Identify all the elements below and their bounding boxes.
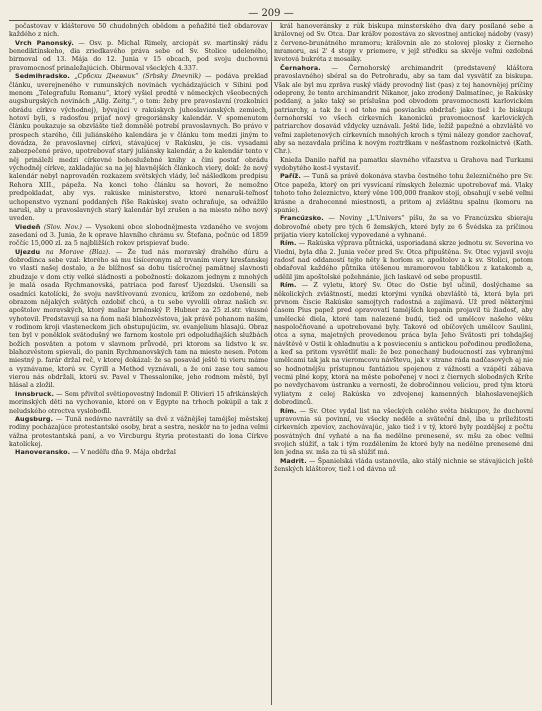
article-paragraph: Sedmihradsko. „Србски Дневник“ (Srbsky Dnevnik) — podáva preklad článku, uverejneného v rumunských novinách vychádzajúcich v Sibini pod menom „Telegrafulu Romanu“, ktorý vyšiel predtě v německých všeobecných augsburgských novinách „Allg. Zeitg.“, o tom: žeby pre pravoslavní (rozkolníci obrádu církve východnej), bývajúci v rakúskych juhoslavianských zemiech, hotoví byli, s radosťou prijať nový gregoriánsky kalendár. V spomenutom článku poukazuje sa obzvlášte tiež domnělé potrebí pravoslavnych. Bo právo v prospech starého, čili juliánského kalendára je v článku tom medzi jiným to dovádza, že pravoslavnej církvi, stávajúcej v Rakúsku, je cis. vysadami zabezpečené právo, upotrebovať starý juliánsky kalendár, a že kalendár tento v něj prináleží medzi církevné bohoslužebné knihy a čini postať obrádu východněj církve, zakladajúc sa na jej hlavnějších článkoch viery, dokl: že nový kalendár nebyl naprovaděn rozkazem světských vlády, leč nášledkom predpisu Rehora XIII., pápeža. Na konci toho článku sa hovori, že nemožno predpokladat, aby vys. rakúske ministerstvo, ktoré nenaruši-teľnosť uchopenstvo vyznaní poddaných říše Rakúskej svato ochraňuje, sa odvážilo naruši, aby u pravoslavných starý kalendár byl zrušen a na miesto něho nový uveden. (9, 72, 269, 223)
article-heading: Rím. (279, 281, 297, 290)
page-number: — 209 — (248, 8, 294, 19)
article-heading: Vrch Panonský. (15, 38, 74, 47)
article-text: Sem přivítol světiopovestný Indomil P. Olivieri 15 afrikánských morinských děti na vychovanie, ktoré on v Egypte na trhoch pokúpil a tak z neludského otroctva vysloboďil. (9, 389, 269, 415)
article-paragraph: Rím. — Rakúska výprava půtnická, usporiadaná skrze jednotu sv. Severina vo Viedni, byla dňa 2. Junia večer pred Sv. Otca připuštěna. Sv. Otec vyjavil svoju radosť nad oddaností tejto něty k horlom sv. apoštolov a k sv. Stolici, potom obdařoval každého půtnika útěšenou mramorovou tabličkou z katakomb a, udělil jim apoštolské požehnánie, jich laskavě od sebe propustil. (273, 239, 533, 281)
article-text: Španielská vláda ustanovila, ako stálý nichnie se stávajúcich ještě ženských kláštorov, tiež i od dávna už (273, 456, 533, 474)
article-text: Tunä nedávno navrátily sa dvě z vážnějšej tamějšej městskej rodiny pocházajúce protestantské osoby, brat a sestra, neskôr na to jedna velmi vážna protestantská paní, a vo Vircburgu štyria protestanti do lona Církve katolíckej. (9, 414, 269, 448)
article-paragraph: Augsburg. — Tunä nedávno navrátily sa dvě z vážnějšej tamějšej městskej rodiny pocházajúce protestantské osoby, brat a sestra, neskôr na to jedna velmi vážna protestantská paní, a vo Vircburgu štyria protestanti do lona Církve katolíckej. (9, 414, 269, 448)
article-paragraph (274, 22, 533, 64)
article-paragraph (9, 22, 268, 39)
article-heading: Innsbruck. (15, 389, 55, 398)
article-text: Že tud nás moravský drahého dúru a dobrodinca sebe vzal: ktorého sá mu tísíceronym až trvaním viery kresťanskej vo vlastí našej dostalo, a že blížnosť sa dobu tisícročnej pamätnej slavnosti zbudzaje v dom ctiy velké sládnosti a pobožností: dokazom jednym z mnohých je malá osada Rychmanovská, patriaca pod faresť Ujezdskú. Usensili sa osadníci katolícki, že svoju navštívovanú zvonicu, krížom zo ozdobené, neb obrazom nějakých svätých ozdobiť chcú, a tu sebe vyvolili obraz našich sv. apoštolov moravských, ktorý maliar brněnský P. Hubner za 25 zl.str. vkusné vyhotovil. Predstavují sa na ňom naši blahozvěstova, jak právě pohanom naším, v rodinom kroji vlasteneckom jich obstupujúcim, sv. evanjelium hlasajú. Obraz ten byl v poněklok svätodušný we farnom kostole pri odpoludňajších službách božích posväten a potom v slavnom průvodě, pri ktorom sa lidstvo k sv. blahozvěstom spievali, do panin Rychmanovských tam na miesto nesen. Potom miestný p. farár držal reč, v ktorej dokázal: že sa posavád ještě tú vieru máme a vyznávame, ktorú sv. Cyrill a Method vyznávali, a že oni zase tou samou vierou nás obdržali, ktorú sv. Pavel v Thessalonike, jeho rodnom městě, byl hlásal a zložil. (9, 247, 269, 390)
article-paragraph (274, 156, 533, 173)
article-paragraph: Rím. — Sv. Otec vydal list na všeckých celého světa biskupov, že duchovní upravovnia sú povinní, ve všecky neděle a sväteční dně, iba u príležitosti cirkevních zpevíov, zachovávajúc, jako tiež i v tý, ktoré byly pozdějšej z počtu posvátných dní vyňaté a na ňa nedělne prenesené, sv. mšu za obec veľmi svojich slúžiť, a tak i tým rozdělením že ktoré byly na nedělne prenesené dni len jedna sv. mša za tú sä slúžiť má. (273, 406, 533, 457)
article-source: „Србски Дневник“ (Srbsky Dnevnik) (74, 72, 201, 81)
article-text: podáva preklad článku, uverejneného v rumunských novinách vychádzajúcich v Sibini pod menom „Telegrafulu Romanu“, ktorý vyšiel predtě v německých všeobecných augsburgských novinách „Allg. Zeitg.“, o tom: žeby pre pravoslavní (rozkolníci obrádu církve východnej), bývajúci v rakúskych juhoslavianských zemiech, hotoví byli, s radosťou prijať nový gregoriánsky kalendár. V spomenutom článku poukazuje sa obzvlášte tiež domnělé potrebí pravoslavnych. Bo právo v prospech starého, čili juliánského kalendára je v článku tom medzi jiným to dovádza, že pravoslavnej církvi, stávajúcej v Rakúsku, je cis. vysadami zabezpečené právo, upotrebovať starý juliánsky kalendár, a že kalendár tento v něj prináleží medzi církevné bohoslužebné knihy a čini postať obrádu východněj církve, zakladajúc sa na jej hlavnějších článkoch viery, dokl: že nový kalendár nebyl naprovaděn rozkazem světských vlády, leč nášledkom predpisu Rehora XIII., pápeža. Na konci toho článku sa hovori, že nemožno predpokladat, aby vys. rakúske ministerstvo, ktoré nenaruši-teľnosť uchopenstvo vyznaní poddaných říše Rakúskej svato ochraňuje, sa odvážilo naruši, aby u pravoslavných starý kalendár byl zrušen a na miesto něho nový uveden. (9, 72, 269, 223)
left-column (9, 22, 268, 711)
article-source: (Slov. Nov.) (43, 222, 82, 231)
article-heading: Černahora. (279, 63, 321, 72)
article-heading: Madrit. (279, 456, 307, 465)
article-heading: Ujezdu (15, 247, 41, 256)
article-text: Noviny „L'Univers“ píšu, že sa vo Francúzsku sbieraju dobrovoľné obety pre tých 6 žemských, které byly ze 6 Švédska za príčinou prijatia viery katolíckej vypovedané a vyhnané. (273, 214, 533, 239)
article-text: Rakúska výprava půtnická, usporiadaná skrze jednotu sv. Severina vo Viedni, byla dňa 2. Junia večer pred Sv. Otca připuštěna. Sv. Otec vyjavil svoju radosť nad oddaností tejto něty k horlom sv. apoštolov a k sv. Stolici, potom obdařoval každého půtnika útěšenou mramorovou tabličkou z katakomb a, udělil jim apoštolské požehnánie, jich laskavě od sebe propustil. (273, 239, 533, 281)
article-text: Tunä sa právě dokonáva stavba čestného tohu železničného pre Sv. Otce papeža, ktorý on pri vysvícaní rímskych železnic upotrebovať má. Vlaky tohoto toho železnictvo, který věne 100,000 frankov stojí, obsahují v sebě veľmi krásne a drahocenné miestnosti, a pritom aj zvláštnu spalnu (komoru na spanie). (273, 172, 533, 214)
column-divider (268, 22, 274, 711)
article-paragraph: Paříž. — Tunä sa právě dokonáva stavba čestného tohu železničného pre Sv. Otce papeža, ktorý on pri vysvícaní rímskych železnic upotrebovať má. Vlaky tohoto toho železnictvo, který věne 100,000 frankov stojí, obsahují v sebě veľmi krásne a drahocenné miestnosti, a pritom aj zvláštnu spalnu (komoru na spanie). (273, 172, 533, 214)
article-paragraph: Viedeň (Slov. Nov.) — Vysokeni obce slobodnějmesta vzdaného ve svojom zasedaní od 3. Junia, že k oprave hlavního chrámu sv. Štefana, počnúc od 1859 roččíc 15,000 zl. za 5 najbližších rokov prispievať bude. (9, 222, 269, 248)
article-paragraph: Hanoveransko. — V neděľu dňa 9. Mája obdržal (15, 448, 176, 457)
article-text: Sv. Otec vydal list na všeckých celého světa biskupov, že duchovní upravovnia sú povinní, ve všecky neděle a sväteční dně, iba u príležitosti cirkevních zpevíov, zachovávajúc, jako tiež i v tý, ktoré byly pozdějšej z počtu posvátných dní vyňaté a na ňa nedělne prenesené, sv. mšu za obec veľmi svojich slúžiť, a tak i tým rozdělením že ktoré byly na nedělne prenesené dni len jedna sv. mša za tú sä slúžiť má. (273, 406, 533, 457)
article-heading: Francúzsko. (279, 214, 324, 223)
header-rule (9, 20, 533, 21)
article-source: na Morave (Blaz). (45, 247, 111, 256)
article-heading: Sedmihradsko. (15, 72, 70, 81)
article-heading: Viedeň (15, 222, 41, 231)
article-paragraph: Francúzsko. — Noviny „L'Univers“ píšu, že sa vo Francúzsku sbieraju dobrovoľné obety pre tých 6 žemských, které byly ze 6 Švédska za príčinou prijatia viery katolíckej vypovedané a vyhnané. (273, 214, 533, 239)
article-heading: Augsburg. (15, 414, 54, 423)
right-column (274, 22, 533, 711)
article-text: V neděľu dňa 9. Mája obdržal (80, 448, 176, 457)
article-text: Knieža Danilo naříd na pamatku slavného víťazstva u Grahova nad Turkami vydobytého kost-l vystaviť. (273, 155, 533, 173)
article-paragraph: Vrch Panonský. — Osv. p. Michal Rimely, arciopát sv. martinský rádu benediktínskeho, dia zriedkavého práva sebe od Sv. Stolice udeleného, birmoval od 13. Mája do 12. Junia v 15 obcach, pod svoju duchovnú pravomocnosť prinaležajúcich. Obirmoval všeckých 4.337. (9, 38, 269, 72)
article-text: Z vyletu, ktorý Sv. Otec do Ostie byl učinil, doslýchame sa několických zvláštností, medzi ktorými vyníká obzvláště tá, která byla pri prvnom čiscie Rakúske samojtych radostná a zajímavá. Už pred některými časom Pius papež pred opravovatí tamějších kopanín projavil tú žiadosť, aby umělecké diela, ktoré tam nalezené budú, tiež od umělcov našeho věku naspoločňované a upotrebované byly. Takové od obíčových umělcov Saulini, otca a syna, majetných provedenou práca byla Jeho Svätosti pri tohdajšej návštěvě v Ostii k ohladnutiu a k posvieceniu s antickou pořodinou predložena, a keď sa pritom vysvětliť mali: že bez ponechaný budoucností zas vybranými umělcami tak jak na vieromcovu návštevu, jak v strane ráda nadčasových aj nie so hodnotnějšu prístupnou fantáziou spojenou z vážnosti a vzápětí zábava vecmi plné kopy, ktorá na měste pobořenej v noci z čiernych slobodných Kríte po nevdychavom ústranku a vernosti, že dobročinnou veliciou, pred tým ktorú vyliatym z celej Rakúska vo zdvojenej kamenných blahoslavenejších dobrodinců. (273, 281, 533, 407)
article-paragraph: Rím. — Z vyletu, ktorý Sv. Otec do Ostie byl učinil, doslýchame sa několických zvláštností, medzi ktorými vyníká obzvláště tá, která byla pri prvnom čiscie Rakúske samojtych radostná a zajímavá. Už pred některými časom Pius papež pred opravovatí tamějších kopanín projavil tú žiadosť, aby umělecké diela, ktoré tam nalezené budú, tiež od umělcov našeho věku naspoločňované a upotrebované byly. Takové od obíčových umělcov Saulini, otca a syna, majetných provedenou práca byla Jeho Svätosti pri tohdajšej návštěvě v Ostii k ohladnutiu a k posvieceniu s antickou pořodinou predložena, a keď sa pritom vysvětliť mali: že bez ponechaný budoucností zas vybranými umělcami tak jak na vieromcovu návštevu, jak v strane ráda nadčasových aj nie so hodnotnějšu prístupnou fantáziou spojenou z vážnosti a vzápětí zábava vecmi plné kopy, ktorá na měste pobořenej v noci z čiernych slobodných Kríte po nevdychavom ústranku a vernosti, že dobročinnou veliciou, pred tým ktorú vyliatym z celej Rakúska vo zdvojenej kamenných blahoslavenejších dobrodinců. (273, 281, 533, 407)
article-text: Osv. p. Michal Rimely, arciopát sv. martinský rádu benediktínskeho, dia zriedkavého práva sebe od Sv. Stolice udeleného, birmoval od 13. Mája do 12. Junia v 15 obcach, pod svoju duchovnú pravomocnosť prinaležajúcich. Obirmoval všeckých 4.337. (9, 38, 269, 72)
article-heading: Paříž. (279, 172, 301, 181)
columns (9, 22, 533, 711)
article-text: Černohorský archimandrit (predstavený kláštora pravoslavného) sbéral sa do Petrohradu, aby sa tam dal vysvätiť za biskupa. Však ale byl mu zpräva ruský vlády provodný list (pas) z tej hanovnějej príčiny odepreny, že tento archimandrit Nikanor, jako zrodený Dalmatínec, je Rakúsky poddaný, a jako taký se príslušna pod obvodom pravomocnosti karlovickém patriarchy, a tak že i od toho má posviacku obdržať: jako tiež i že biskupi černohorskí vo všech církevních kanonickú pravomocnosť karlovických patriarchov dosavád vždycky uznávali. Ještě lide, ležíž papežné a obzvláště vo veľmi zapletenových církevních mnohých kroch s tými nálezy gondor zachovať, aby sa nezavdala príčina k novým roztržkam v nešťastnom rozkolnictvě (Kath. Chr.). (273, 63, 533, 156)
article-paragraph: Madrit. — Španielská vláda ustanovila, ako stálý nichnie se stávajúcich ještě ženských kláštorov, tiež i od dávna už (273, 456, 533, 474)
article-text: král hanoveránsky z rúk biskupa minsterského dva dary posílané sebe a královnej od Sv. Otca. Dar kráľov pozostáva zo skvostnej antickej nádoby (vasy) z červeno-brunátného mramoru; kráľovnin ale zo stolovej plosky z čierneho mramoru, asi 2' 4 stopy v priemere, v jejž středku sa skvěje veľmi ozdobná kvetová bukréta z mosaiky. (273, 22, 533, 64)
article-heading: Hanoveransko. (15, 448, 71, 457)
article-paragraph: Innsbruck. — Sem přivítol světiopovestný Indomil P. Olivieri 15 afrikánských morinských děti na vychovanie, ktoré on v Egypte na trhoch pokúpil a tak z neludského otroctva vysloboďil. (9, 389, 269, 415)
article-text: Vysokeni obce slobodnějmesta vzdaného ve svojom zasedaní od 3. Junia, že k oprave hlavního chrámu sv. Štefana, počnúc od 1859 roččíc 15,000 zl. za 5 najbližších rokov prispievať bude. (9, 222, 269, 248)
article-heading: Rím. (279, 239, 297, 248)
article-heading: Rím. (279, 406, 297, 415)
article-paragraph: Ujezdu na Morave (Blaz). — Že tud nás moravský drahého dúru a dobrodinca sebe vzal: ktorého sá mu tísíceronym až trvaním viery kresťanskej vo vlastí našej dostalo, a že blížnosť sa dobu tisícročnej pamätnej slavnosti zbudzaje v dom ctiy velké sládnosti a pobožností: dokazom jednym z mnohých je malá osada Rychmanovská, patriaca pod faresť Ujezdskú. Usensili sa osadníci katolícki, že svoju navštívovanú zvonicu, krížom zo ozdobené, neb obrazom nějakých svätých ozdobiť chcú, a tu sebe vyvolili obraz našich sv. apoštolov moravských, ktorý maliar brněnský P. Hubner za 25 zl.str. vkusné vyhotovil. Predstavují sa na ňom naši blahozvěstova, jak právě pohanom naším, v rodinom kroji vlasteneckom jich obstupujúcim, sv. evanjelium hlasajú. Obraz ten byl v poněklok svätodušný we farnom kostole pri odpoludňajších službách božích posväten a potom v slavnom průvodě, pri ktorom sa lidstvo k sv. blahozvěstom spievali, do panin Rychmanovských tam na miesto nesen. Potom miestný p. farár držal reč, v ktorej dokázal: že sa posavád ještě tú vieru máme a vyznávame, ktorú sv. Cyrill a Method vyznávali, a že oni zase tou samou vierou nás obdržali, ktorú sv. Pavel v Thessalonike, jeho rodnom městě, byl hlásal a zložil. (9, 247, 269, 390)
article-text: počastovav v klášterove 50 chudobných obědom a peňažité tiež obdarovav každého z nich. (9, 22, 269, 39)
article-paragraph: Černahora. — Černohorský archimandrit (predstavený kláštora pravoslavného) sbéral sa do Petrohradu, aby sa tam dal vysvätiť za biskupa. Však ale byl mu zpräva ruský vlády provodný list (pas) z tej hanovnějej príčiny odepreny, že tento archimandrit Nikanor, jako zrodený Dalmatínec, je Rakúsky poddaný, a jako taký se príslušna pod obvodom pravomocnosti karlovickém patriarchy, a tak že i od toho má posviacku obdržať: jako tiež i že biskupi černohorskí vo všech církevních kanonickú pravomocnosť karlovických patriarchov dosavád vždycky uznávali. Ještě lide, ležíž papežné a obzvláště vo veľmi zapletenových církevních mnohých kroch s tými nálezy gondor zachovať, aby sa nezavdala príčina k novým roztržkam v nešťastnom rozkolnictvě (Kath. Chr.). (273, 63, 533, 156)
